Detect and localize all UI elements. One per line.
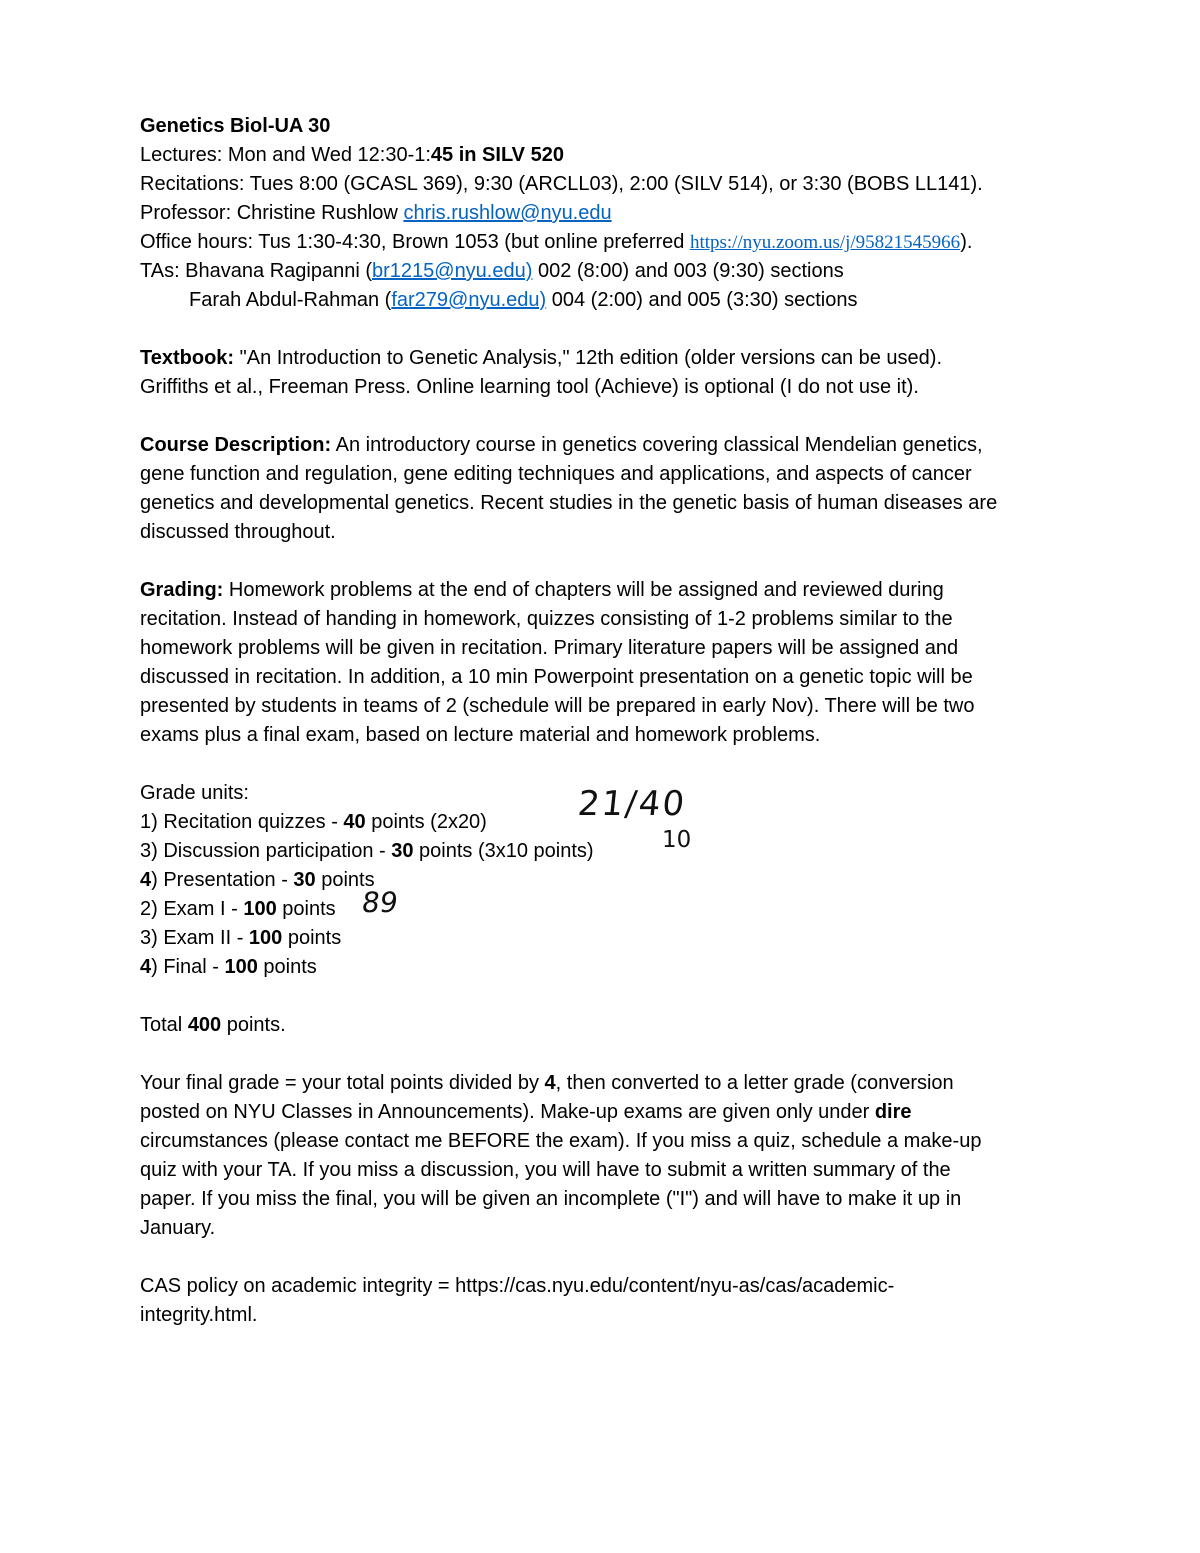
zoom-link[interactable]: https://nyu.zoom.us/j/95821545966	[689, 232, 961, 253]
grade-unit-label: 1) Recitation quizzes -	[140, 811, 344, 833]
grade-unit-points: 100	[243, 898, 277, 920]
grade-unit-number: 4	[140, 869, 152, 891]
grade-unit-label: 2) Exam I -	[140, 898, 244, 920]
grade-unit-suffix: points	[257, 956, 317, 978]
final-grade-divisor: 4	[544, 1072, 556, 1094]
grade-unit-item	[140, 837, 1070, 866]
grade-unit-points: 40	[343, 811, 366, 833]
final-grade-line-1	[140, 1069, 1070, 1098]
grade-unit-item	[140, 866, 1070, 895]
grading-line-6: exams plus a final exam, based on lecture material and homework problems.	[140, 724, 821, 746]
ta1-email-link[interactable]: br1215@nyu.edu)	[371, 260, 533, 282]
description-section	[140, 431, 1070, 547]
grade-unit-item	[140, 953, 1070, 982]
total-points: 400	[187, 1014, 222, 1036]
grade-unit-points: 100	[248, 927, 283, 949]
lectures-line	[140, 141, 1070, 170]
final-grade-text: posted on NYU Classes in Announcements). Make-up exams are given only under	[140, 1101, 875, 1123]
ta1-line	[140, 257, 1070, 286]
ta2-line	[140, 286, 1070, 315]
grade-unit-suffix: points	[282, 927, 342, 949]
lectures-text-bold: 45 in SILV 520	[430, 144, 564, 166]
grading-line-4: discussed in recitation. In addition, a 10 min Powerpoint presentation on a genetic topic will be	[140, 666, 973, 688]
grade-units-heading: Grade units:	[140, 782, 249, 804]
professor-line	[140, 199, 1070, 228]
ta2-email-link[interactable]: far279@nyu.edu)	[391, 289, 547, 311]
ta2-suffix: 004 (2:00) and 005 (3:30) sections	[546, 289, 858, 311]
description-label: Course Description:	[140, 434, 332, 456]
ta1-suffix: 002 (8:00) and 003 (9:30) sections	[532, 260, 844, 282]
policy-line-1: CAS policy on academic integrity = https://cas.nyu.edu/content/nyu-as/cas/academic-	[140, 1275, 895, 1297]
final-grade-line-2	[140, 1098, 1070, 1127]
handwritten-exam1-score: 89	[359, 886, 400, 919]
grade-unit-number: 4	[140, 956, 152, 978]
final-grade-text: Your final grade = your total points divided by	[140, 1072, 545, 1094]
description-line-3: genetics and developmental genetics. Recent studies in the genetic basis of human diseases are	[140, 492, 998, 514]
policy-line-2: integrity.html.	[140, 1304, 258, 1326]
description-line-1	[140, 431, 1070, 460]
grade-unit-item	[140, 924, 1070, 953]
grading-section	[140, 576, 1070, 750]
grading-text: Homework problems at the end of chapters will be assigned and reviewed during	[223, 579, 944, 601]
grading-label: Grading:	[140, 579, 224, 601]
final-grade-line-4: quiz with your TA. If you miss a discussion, you will have to submit a written summary of the	[140, 1159, 951, 1181]
grade-unit-label: ) Final -	[151, 956, 225, 978]
grade-unit-points: 100	[224, 956, 258, 978]
grade-unit-label: 3) Discussion participation -	[140, 840, 392, 862]
textbook-text: "An Introduction to Genetic Analysis," 12th edition (older versions can be used).	[234, 347, 943, 369]
total-section	[140, 1011, 1070, 1040]
grade-unit-suffix: points (3x10 points)	[413, 840, 594, 862]
office-hours-end: ).	[960, 231, 973, 253]
grading-line-2: recitation. Instead of handing in homework, quizzes consisting of 1-2 problems similar to the	[140, 608, 953, 630]
handwritten-discussion-score: 10	[662, 827, 692, 853]
course-header	[140, 112, 1070, 315]
professor-label: Professor: Christine Rushlow	[140, 202, 404, 224]
total-suffix: points.	[221, 1014, 286, 1036]
textbook-line-1	[140, 344, 1070, 373]
grade-unit-suffix: points (2x20)	[365, 811, 487, 833]
grade-unit-item	[140, 895, 1070, 924]
description-text: An introductory course in genetics covering classical Mendelian genetics,	[331, 434, 983, 456]
syllabus-page	[140, 112, 1070, 1330]
final-grade-line-6: January.	[140, 1217, 216, 1239]
final-grade-line-5: paper. If you miss the final, you will be given an incomplete ("I") and will have to make it up in	[140, 1188, 962, 1210]
handwritten-quiz-score: 21/40	[575, 784, 689, 824]
final-grade-section	[140, 1069, 1070, 1243]
lectures-text: Lectures: Mon and Wed 12:30-1:	[140, 144, 431, 166]
grading-line-5: presented by students in teams of 2 (schedule will be prepared in early Nov). There will be two	[140, 695, 975, 717]
final-grade-line-3: circumstances (please contact me BEFORE the exam). If you miss a quiz, schedule a make-up	[140, 1130, 982, 1152]
textbook-label: Textbook:	[140, 347, 235, 369]
total-label: Total	[140, 1014, 188, 1036]
ta1-prefix: TAs: Bhavana Ragipanni (	[140, 260, 372, 282]
grade-unit-points: 30	[391, 840, 414, 862]
ta2-prefix: Farah Abdul-Rahman (	[189, 289, 392, 311]
description-line-4: discussed throughout.	[140, 521, 336, 543]
textbook-section	[140, 344, 1070, 402]
office-hours-label: Office hours: Tus 1:30-4:30, Brown 1053 (but online preferred	[140, 231, 690, 253]
grade-unit-suffix: points	[276, 898, 336, 920]
policy-section	[140, 1272, 1070, 1330]
description-line-2: gene function and regulation, gene editing techniques and applications, and aspects of cancer	[140, 463, 972, 485]
recitations-line: Recitations: Tues 8:00 (GCASL 369), 9:30 (ARCLL03), 2:00 (SILV 514), or 3:30 (BOBS LL141).	[140, 173, 983, 195]
grade-unit-label: ) Presentation -	[151, 869, 294, 891]
total-line	[140, 1011, 1070, 1040]
grading-line-3: homework problems will be given in recitation. Primary literature papers will be assigned and	[140, 637, 959, 659]
textbook-line-2: Griffiths et al., Freeman Press. Online learning tool (Achieve) is optional (I do not use it).	[140, 376, 919, 398]
grade-unit-label: 3) Exam II -	[140, 927, 249, 949]
grade-unit-suffix: points	[315, 869, 375, 891]
final-grade-emphasis: dire	[874, 1101, 912, 1123]
grading-line-1	[140, 576, 1070, 605]
course-title: Genetics Biol-UA 30	[140, 115, 331, 137]
grade-unit-points: 30	[293, 869, 316, 891]
office-hours-line	[140, 228, 1070, 257]
final-grade-text-end: , then converted to a letter grade (conversion	[555, 1072, 954, 1094]
professor-email-link[interactable]: chris.rushlow@nyu.edu	[403, 202, 612, 224]
